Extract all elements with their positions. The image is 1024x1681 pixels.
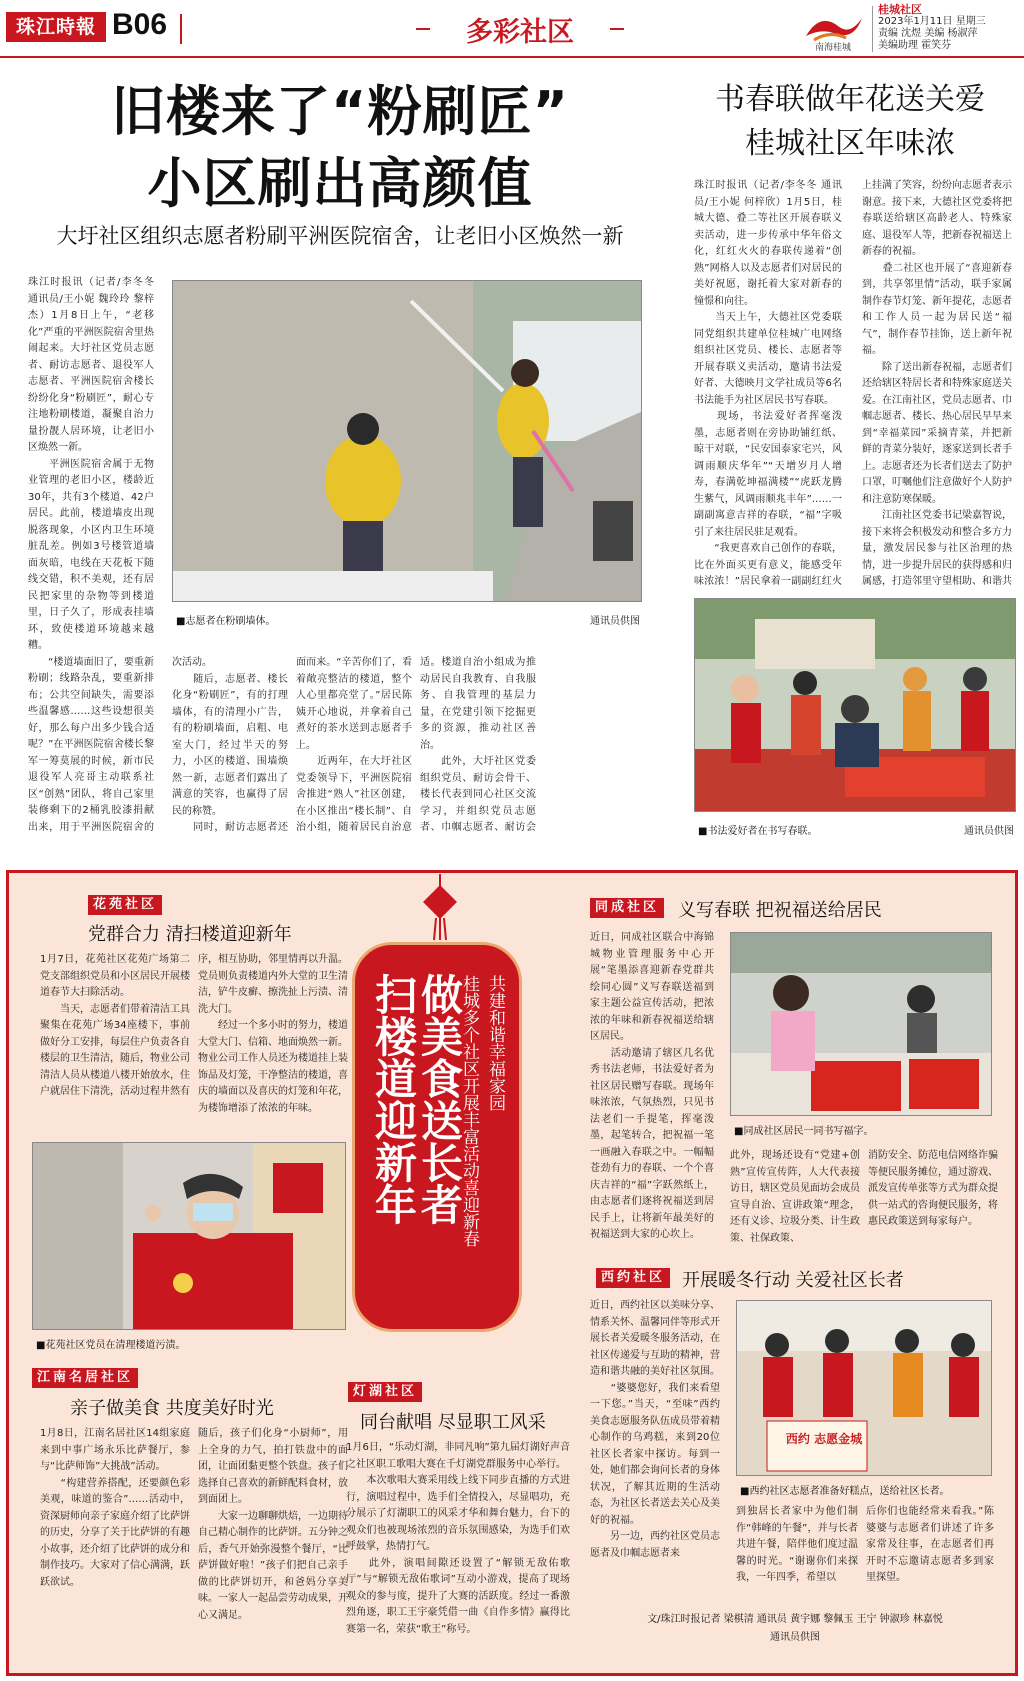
denghu-tag: 灯湖社区 [348,1382,422,1402]
headline-line: 书春联做年花送关爱 [715,82,985,117]
banner-small-right: 共建和谐幸福家园 [485,975,505,1111]
banner-small-left: 桂城多个社区开展丰富活动喜迎新春 [459,975,479,1247]
xiyue-photo-sign: 西约 志愿金城 [785,1432,863,1446]
jiangnan-title: 亲子做美食 共度美好时光 [70,1398,274,1419]
chinese-knot-icon [420,874,460,942]
special-credits: 文/珠江时报记者 梁棋清 通讯员 黄宇娜 黎佩玉 王宁 钟淑珍 林嘉悦 [647,1614,943,1625]
calligraphy-photo [695,599,1016,812]
huayuan-photo [32,1142,346,1330]
xiyue-col1: 近日，西约社区以美味分享、情系关怀、温馨同伴等形式开展长者关爱暖冬服务活动，在社区传递爱与互助的精神，营造和谐共融的美好社区氛围。 “婆婆您好，我们来看望一下您。”当天，“至味”西约美食志愿服务队伍成员带着精心制作的乌鸡糕，来到20位社区长者家中探访。每到一处，她们都会询问长者的身体状况，了解其近期的生活动态，为社区长者送去关心及美好的祝福。 另一边，西约社区党员志愿者及巾帼志愿者来 [590,1300,720,1559]
article2-photo-caption: ■书法爱好者在书写春联。 [698,826,818,837]
huayuan-col1: 1月7日，花苑社区花苑广场第二党支部组织党员和小区居民开展楼道春节大扫除活动。 当天，志愿者们带着清洁工具聚集在花苑广场34座楼下，事前做好分工安排，每层住户负责各自楼层的卫生清洁，随后，物业公司清洁人员从楼道八楼开始放水，住户就居住下清洗，活动过程井然有 [40,954,190,1097]
volunteer-painting-photo [173,281,642,602]
article1-col3: 面而来。“辛苦你们了，看着敞亮整洁的楼道，整个人心里都亮堂了。”居民陈姨开心地说，并拿着自己煮好的茶水送到志愿者手上。 近两年，在大圩社区党委领导下，平洲医院宿舍推进“熟人”社区创建，在小区推出“楼长制”、自治小组，随着居民自治意 [296,657,412,833]
xiyue-photo [736,1300,992,1476]
article2-headline [690,78,1010,166]
newspaper-logo: 珠江時報 [6,12,106,42]
banner-main-left: 扫楼道迎新年 [369,973,418,1225]
jiangnan-col2: 随后，孩子们化身“小厨师”，用上全身的力气，拍打铁盘中的面团，让面团黏更整个铁盘。孩子们选择自己喜欢的新鲜配料食材，放到面团上。 大家一边聊聊烘焙，一边期待自己精心制作的比萨饼。五分钟之后，香气开始弥漫整个餐厅，“比萨饼做好啦！”孩子们把自己亲手做的比萨饼切开，和爸妈分享美味。一家人一起品尝劳动成果，开心又满足。 [198,1428,348,1621]
article1-photo-credit: 通讯员供图 [590,616,640,627]
proofreader: 美编助理 霍笑芬 [878,40,952,51]
divider [872,6,873,52]
divider [180,14,182,44]
tongcheng-tag: 同成社区 [590,898,664,918]
jiangnan-tag: 江南名居社区 [32,1368,138,1388]
tongcheng-col1: 近日，同成社区联合中海锦城物业管理服务中心开展“笔墨添喜迎新春党群共绘同心圆”义写春联送福到家主题公益宣传活动，把浓浓的年味和新春祝福送给辖区居民。 活动邀请了辖区几名优秀书法老师，书法爱好者为社区居民赠写春联。现场年味浓浓，气氛热烈，只见书法老们一手提笔，挥毫泼墨，起笔转合，把祝福一笔一画融入春联之中。一幅幅苍劲有力的春联、一个个喜庆吉祥的“福”字跃然纸上，由志愿者们逐将祝福送到居民手上，让将新年最美好的祝福送到大家的心坎上。 [590,932,714,1240]
special-banner [352,942,522,1332]
denghu-title: 同台献唱 尽显职工风采 [360,1412,546,1433]
article1-col2: 次活动。 随后，志愿者、楼长化身“粉刷匠”，有的打理墙体，有的清理小广告，有的粉刷墙面，启粗、电室大门，经过半天的努力，小区的楼道、围墙焕然一新，志愿者们露出了满意的笑容，也赢得了居民的称赞。 同时，耐访志愿者还 [172,657,288,833]
headline-line: 桂城社区年味浓 [745,126,955,161]
page-number: B06 [112,8,168,41]
xiyue-col2: 到独居长者家中为他们制作“韩峰的午餐”，并与长者共进午餐，陪伴他们度过温馨的时光。“谢谢你们来探我，一年四季，希望以 [736,1506,858,1583]
xiyue-col3: 后你们也能经常来看我。”陈婆婆与志愿者们讲述了许多家常及往事，在志愿者们再开时不忘邀请志愿者多到家里探望。 [866,1506,994,1583]
special-credits-photo: 通讯员供图 [770,1632,820,1643]
huayuan-title: 党群合力 清扫楼道迎新年 [88,924,292,945]
section-title: 多彩社区 [390,10,650,49]
xiyue-photo-caption: ■西约社区志愿者准备好糕点，送给社区长者。 [740,1486,950,1497]
article1-photo [172,280,642,602]
cleaning-photo [33,1143,346,1330]
headline-line: 旧楼来了“粉刷匠” [111,80,569,143]
article2-col1: 珠江时报讯（记者/李冬冬 通讯员/王小妮 何梓欣）1月5日，桂城大德、叠二等社区开展春联义卖活动，进一步传承中华年俗文化，红红火火的春联传递着“创熟”网格人以及志愿者们对居民的美好祝愿，谢托着大家对新春的憧憬和向往。 当天上午，大德社区党委联同党组织共建单位桂城广电网络组织社区党员、楼长、志愿者等开展春联义卖活动，邀请书法爱好者、大德映月文学社成员等6名书法能手为社区居民书写春联。 现场，书法爱好者挥毫泼墨，志愿者则在旁协助铺红纸、晾干对联，“民安国泰家宅兴，风调雨顺庆华年”“天增岁月人增寿，春满乾坤福满楼”“虎跃龙腾生紫气，风调雨顺兆丰年”……一副副寓意吉祥的春联，“福”字吸引了来往居民驻足观看。 “我更喜欢自己创作的春联，比在外面买更有意义，能感受年味浓浓！”居民拿着一副副红红火 [694,180,842,587]
tongcheng-photo-caption: ■同成社区居民一同书写福字。 [734,1126,874,1137]
article2-photo-credit: 通讯员供图 [964,826,1014,837]
tongcheng-title: 义写春联 把祝福送给居民 [678,900,882,921]
article1-photo-caption: ■志愿者在粉刷墙体。 [176,616,276,627]
column-name: 桂城社区 [878,3,922,16]
article2-col2: 上挂满了笑容，纷纷向志愿者表示谢意。接下来，大德社区党委将把春联送给辖区高龄老人、特殊家庭、退役军人等，把新春祝福送上新春的祝福。 叠二社区也开展了“喜迎新春到，共享邻里情”活动，联手家属制作春节灯笼、新年提花，志愿者和工作人员一起为居民送“福气”，制作春节挂饰，送上新年祝福。 除了送出新春祝福，志愿者们还给辖区特居长者和特殊家庭送关爱。在江南社区，党员志愿者、巾帼志愿者、楼长、热心居民早早来到“幸福菜园”采摘青菜，并把新鲜的青菜分装好，逐家送到长者手上。志愿者还为长者们送去了防护口罩，叮嘱他们注意做好个人防护和注意防寒保暖。 江南社区党委书记梁嘉智说，接下来将会积极发动和整合多方力量，激发居民参与社区治理的热情，进一步提升居民的获得感和归属感，打造邻里守望相助、和谐共 [862,180,1012,587]
issue-date: 2023年1月11日 星期三 [878,16,986,27]
tongcheng-col2: 此外，现场还设有“党建+创熟”宣传宣传阵，人大代表接访日，辖区党员见面坊会成员宣导自治、宣讲政策“理念，还有义诊、垃圾分类、计生政策、社保政策、 [730,1150,860,1244]
masthead [0,0,1024,58]
article1-col1: 珠江时报讯（记者/李冬冬 通讯员/王小妮 魏玲玲 黎梓杰）1月8日上午，“老移化”严重的平洲医院宿舍里热闹起来。大圩社区党员志愿者、耐访志愿者、退役军人志愿者、平洲医院宿舍楼长纷纷化身“粉刷匠”，耐心专注地粉刷楼道，凝聚自治力量扮靓人居环境，让老旧小区焕然一新。 平洲医院宿舍属于无物业管理的老旧小区，楼龄近30年，共有3个楼道、42户居民。此前，楼道墙皮出现脱落现象，小区内卫生环境脏乱差。例如3号楼管道墙面灰暗，电线在天花板下随线交错，积不美观，还有居民把家里的杂物等到楼道里，日子久了，形成表挂墙环，致使楼道环境越来越糟。 “楼道墙面旧了，要重新粉刷；线路杂乱，要重新排布；公共空间缺失，需要添些温馨感……这些设想很美好，那么每户出多少钱合适呢？”在平洲医院宿舍楼长黎军一筹莫展的时候，新市民退役军人亮哥主动联系社区“创熟”团队，将自己家里装修剩下的2桶乳胶漆捐献出来，用于平洲医院宿舍的 [28,277,154,833]
article1-subhead: 大圩社区组织志愿者粉刷平洲医院宿舍，让老旧小区焕然一新 [56,224,624,248]
brand-name: 南海桂城 [814,43,851,53]
elderly-care-photo [737,1301,992,1476]
huayuan-tag: 花苑社区 [88,895,162,915]
headline-line: 小区刷出高颜值 [147,152,533,215]
denghu-text: 1月6日，“乐动灯湖，非同凡响”第九届灯湖好声音之社区职工歌唱大赛在千灯湖党群服务中心举行。 本次歌唱大赛采用线上线下同步直播的方式进行，演唱过程中，选手们全情投入，尽显唱功，充分展示了灯湖职工的风采才华和舞台魅力，台下的观众们也被现场浓烈的音乐氛围感染，为选手们欢呼鼓掌，热情打气。 此外，演唱间隙还设置了“解锁无敌佑歌厅”与“解锁无敌佑歌词”互动小游戏，提高了现场观众的参与度，提升了大赛的活跃度。经过一番激烈角逐，职工王宇豪凭借一曲《自作多情》赢得比赛第一名，荣获“歌王”称号。 [346,1442,570,1635]
jiangnan-col1: 1月8日，江南名居社区14组家庭来到中事广场永乐比萨餐厅，参与“比萨师饰”大挑战”活动。 “构建营养搭配，还要颜色彩美观，味道的鉴合”……活动中，资深厨师向亲子家庭介绍了比萨饼的历史，分享了关于比萨饼的有趣小故事，还介绍了比萨饼的成分和制作技巧。大家对了信心满满，跃跃欲试。 [40,1428,190,1588]
huayuan-photo-caption: ■花苑社区党员在清理楼道污渍。 [36,1340,186,1351]
article2-photo [694,598,1016,812]
issue-info [878,4,1024,52]
article1-headline [20,76,660,220]
article1-col4: 适。楼道自治小组成为推动居民自我教育、自我服务、自我管理的基层力量，在党建引领下挖掘更多的资源，推动社区善治。 此外，大圩社区党委组织党员、耐访会骨干、楼长代表到同心社区交流学习，并组织党员志愿者、巾帼志愿者、耐访会 [420,657,536,833]
editors: 责编 沈煜 美编 杨淑萍 [878,28,978,39]
banner-main-right: 做美食送长者 [415,973,464,1225]
xiyue-title: 开展暖冬行动 关爱社区长者 [682,1270,904,1291]
writing-fu-photo [731,933,992,1116]
huayuan-col2: 序，相互协助，邻里情再以升温。党员则负责楼道内外大堂的卫生清洁，铲牛皮癣、擦洗扯上污渍、清洗大门。 经过一个多小时的努力，楼道大堂大门、信箱、地面焕然一新。物业公司工作人员还为楼道挂上装饰品及灯笼，干净整洁的楼道，喜庆的墙面以及喜庆的灯笼和年花，为楼饰增添了浓浓的年味。 [198,954,348,1114]
tongcheng-photo [730,932,992,1116]
tongcheng-col3: 消防安全、防范电信网络诈骗等便民服务摊位，通过游戏、派发宣传单张等方式为群众提供一站式的咨询便民服务，将惠民政策送到每家每户。 [868,1150,998,1227]
xiyue-tag: 西约社区 [596,1268,670,1288]
